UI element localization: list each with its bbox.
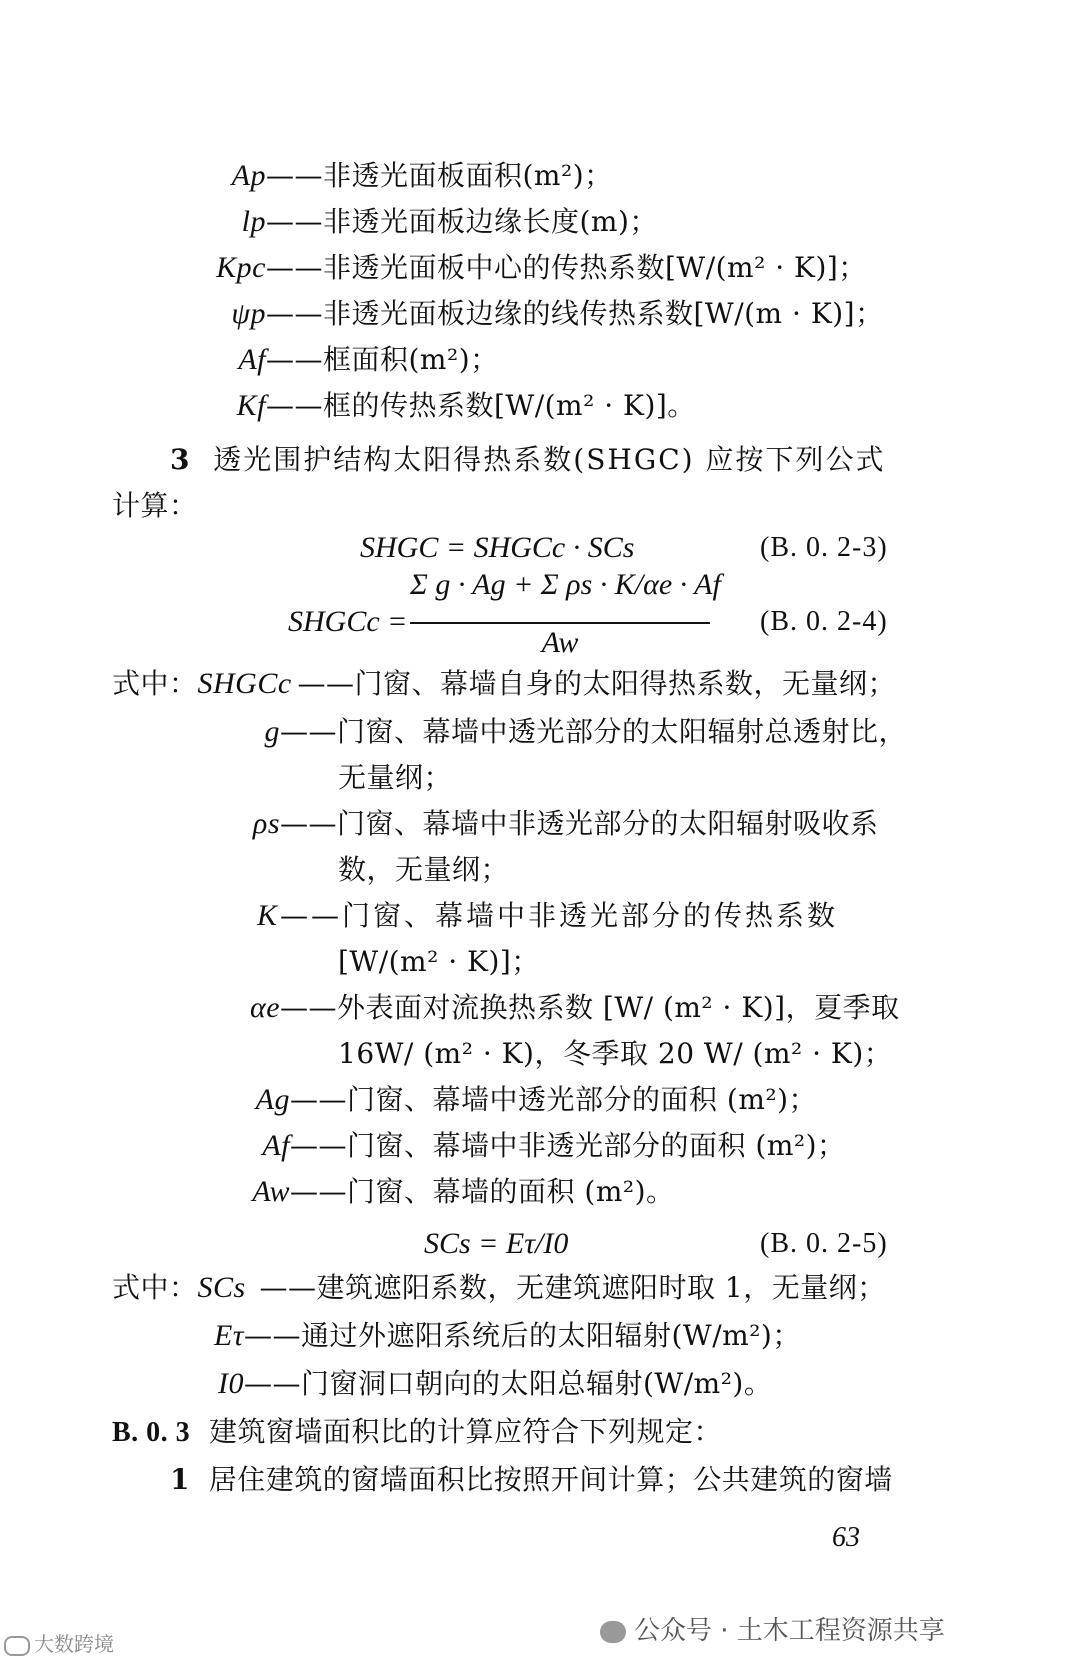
def-text: ——非透光面板面积(m²)； bbox=[266, 159, 613, 192]
fraction-bar bbox=[410, 622, 710, 624]
def-symbol: g bbox=[264, 715, 280, 748]
def-symbol: K bbox=[256, 899, 280, 932]
def-rhos-cont bbox=[338, 852, 509, 888]
equation-b024-lhs: SHGCc = bbox=[288, 605, 408, 638]
item3-text: 透光围护结构太阳得热系数(SHGC) 应按下列公式 bbox=[213, 443, 886, 476]
def-text-cont: 数，无量纲； bbox=[338, 853, 510, 886]
watermark-right bbox=[600, 1610, 945, 1647]
def-text: ——非透光面板边缘长度(m)； bbox=[266, 205, 658, 238]
def-lp bbox=[186, 204, 658, 240]
item1 bbox=[170, 1462, 893, 1498]
equation-b024-denominator: Aw bbox=[541, 626, 579, 659]
def-etau bbox=[204, 1318, 801, 1354]
def-ap bbox=[186, 158, 613, 194]
def-text: ——框的传热系数[W/(m² · K)]。 bbox=[266, 389, 696, 422]
item3-text-cont: 计算： bbox=[112, 489, 198, 522]
def-symbol: Af bbox=[262, 1129, 290, 1162]
watermark-right-text: 公众号 · 土木工程资源共享 bbox=[634, 1616, 945, 1646]
def-text: ——门窗、幕墙的面积 (m²)。 bbox=[290, 1175, 675, 1208]
def-text: ——框面积(m²)； bbox=[266, 343, 499, 376]
def-text: ——门窗、幕墙中透光部分的面积 (m²)； bbox=[290, 1083, 818, 1116]
item3-number: 3 bbox=[170, 443, 192, 476]
def-text: ——门窗、幕墙中非透光部分的太阳辐射吸收系 bbox=[280, 807, 879, 840]
equation-b023: SHGC = SHGCc · SCs bbox=[360, 531, 635, 564]
item3-line1 bbox=[170, 442, 885, 478]
equation-number-b023: (B. 0. 2-3) bbox=[760, 532, 888, 563]
def-af bbox=[186, 342, 499, 378]
def-text: ——通过外遮阳系统后的太阳辐射(W/m²)； bbox=[244, 1319, 801, 1352]
def-text: ——门窗、幕墙自身的太阳得热系数，无量纲； bbox=[297, 667, 897, 700]
clause-b03 bbox=[112, 1414, 722, 1451]
equation-number-b025: (B. 0. 2-5) bbox=[760, 1228, 888, 1259]
def-text-cont: [W/(m² · K)]； bbox=[338, 945, 540, 978]
def-scs bbox=[112, 1270, 886, 1306]
def-rhos bbox=[250, 806, 879, 842]
def-text-cont: 16W/ (m² · K)，冬季取 20 W/ (m² · K)； bbox=[338, 1037, 893, 1070]
def-symbol: SCs bbox=[197, 1271, 246, 1304]
def-psip bbox=[186, 296, 884, 332]
def-kf bbox=[186, 388, 696, 424]
def-shgcc bbox=[112, 666, 896, 702]
page-number: 63 bbox=[832, 1522, 860, 1553]
def-g bbox=[250, 714, 907, 750]
def-symbol: Ap bbox=[231, 159, 266, 192]
def-text: ——非透光面板中心的传热系数[W/(m² · K)]； bbox=[266, 251, 867, 284]
def-symbol: Af bbox=[238, 343, 266, 376]
equation-b025: SCs = Eτ/I0 bbox=[424, 1227, 569, 1260]
def-symbol: ρs bbox=[252, 807, 280, 840]
def-symbol: Kf bbox=[236, 389, 266, 422]
def-af2 bbox=[250, 1128, 846, 1164]
def-symbol: ψp bbox=[231, 297, 266, 330]
def-symbol: αe bbox=[250, 991, 281, 1024]
def-g-cont bbox=[338, 760, 452, 796]
def-alphae-cont bbox=[338, 1036, 892, 1072]
def-text: ——门窗、幕墙中非透光部分的传热系数 bbox=[280, 899, 839, 932]
def-ag bbox=[250, 1082, 817, 1118]
watermark-left bbox=[4, 1628, 114, 1657]
watermark-logo-icon bbox=[4, 1636, 30, 1656]
def-alphae bbox=[250, 990, 900, 1026]
wechat-icon bbox=[600, 1621, 626, 1643]
def-aw bbox=[250, 1174, 675, 1210]
def-text: ——门窗、幕墙中透光部分的太阳辐射总透射比， bbox=[280, 715, 908, 748]
def-symbol: Aw bbox=[252, 1175, 290, 1208]
item3-line2 bbox=[112, 488, 198, 524]
def-text: ——门窗、幕墙中非透光部分的面积 (m²)； bbox=[290, 1129, 846, 1162]
def-text: ——建筑遮阳系数，无建筑遮阳时取 1，无量纲； bbox=[259, 1271, 886, 1304]
watermark-left-text: 大数跨境 bbox=[34, 1632, 114, 1656]
def-k bbox=[250, 898, 838, 934]
clause-text: 建筑窗墙面积比的计算应符合下列规定： bbox=[209, 1415, 723, 1448]
def-symbol: Eτ bbox=[213, 1319, 244, 1352]
defs-lead: 式中： bbox=[112, 1271, 198, 1304]
def-symbol: Kpc bbox=[216, 251, 266, 284]
def-kpc bbox=[186, 250, 867, 286]
item1-text: 居住建筑的窗墙面积比按照开间计算；公共建筑的窗墙 bbox=[208, 1463, 893, 1496]
def-text: ——门窗洞口朝向的太阳总辐射(W/m²)。 bbox=[244, 1367, 773, 1400]
def-symbol: SHGCc bbox=[197, 667, 292, 700]
equation-b024-numerator: Σ g · Ag + Σ ρs · K/αe · Af bbox=[410, 568, 721, 601]
item1-number: 1 bbox=[170, 1463, 190, 1496]
def-text: ——外表面对流换热系数 [W/ (m² · K)]，夏季取 bbox=[280, 991, 900, 1024]
def-symbol: lp bbox=[241, 205, 266, 238]
equation-number-b024: (B. 0. 2-4) bbox=[760, 606, 888, 637]
def-i0 bbox=[204, 1366, 772, 1402]
def-text-cont: 无量纲； bbox=[338, 761, 453, 794]
def-symbol: I0 bbox=[218, 1367, 244, 1400]
def-symbol: Ag bbox=[255, 1083, 290, 1116]
def-k-cont bbox=[338, 944, 540, 980]
defs-lead: 式中： bbox=[112, 667, 198, 700]
def-text: ——非透光面板边缘的线传热系数[W/(m · K)]； bbox=[266, 297, 884, 330]
clause-number: B. 0. 3 bbox=[112, 1417, 191, 1448]
